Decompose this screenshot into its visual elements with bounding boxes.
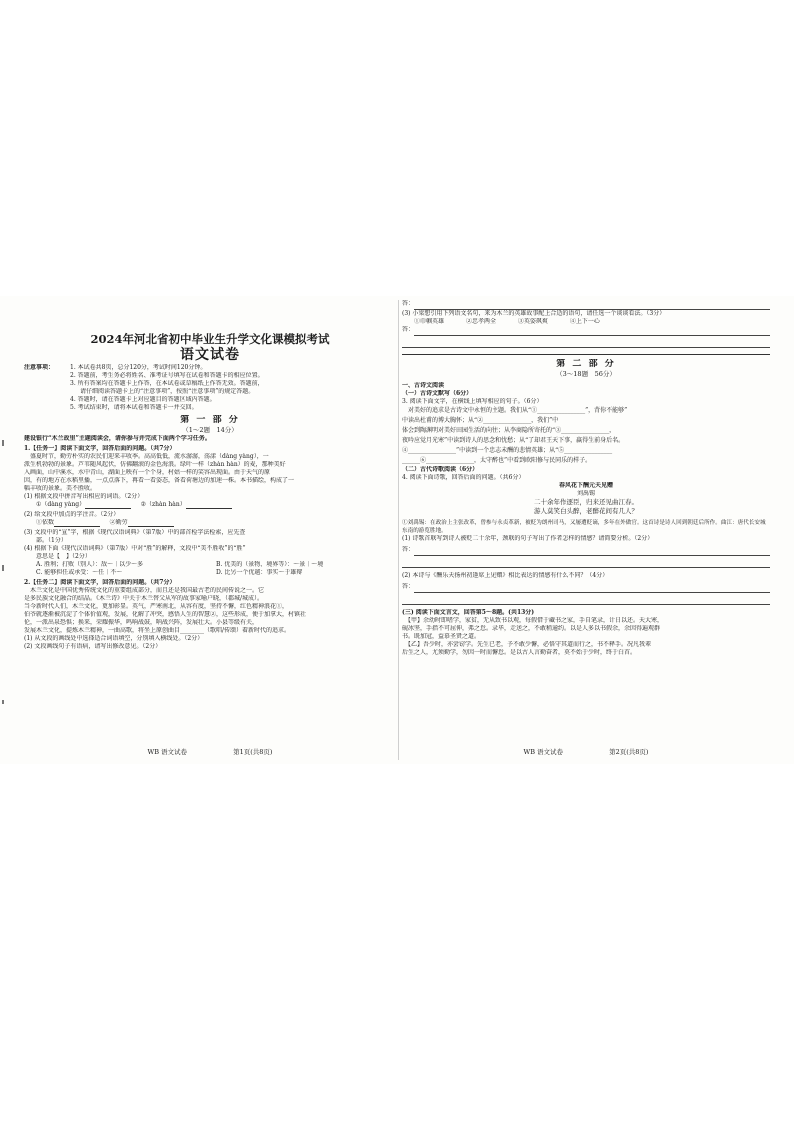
q3-passage-line: 中读出杜甫的博大胸怀；从“②________________，我们”中 xyxy=(402,417,559,424)
answer-line[interactable] xyxy=(414,546,770,556)
q3-prompt: (3) 小梁想引用下列语文名句，来为木兰的英雄故事配上合适的语句，请任选一个谈谈看法。（3分） xyxy=(402,310,666,317)
page-footer-right xyxy=(402,747,770,756)
q5-heading: (三) 阅读下面文言文，回答第5～8题。(共13分) xyxy=(402,609,535,616)
answer-row xyxy=(402,583,770,593)
q3-heading: 3. 阅读下面文字，在横线上填写相应的句子。（6分） xyxy=(402,398,543,405)
q5-passage-line: 后生之人，尤须勤学，勿因一时而懈怠。是以古人言勤奋者，莫不始于少时，终于白首。 xyxy=(402,649,637,656)
scan-edge-mark xyxy=(2,700,4,704)
task1-q4-cont: 意思是【 】（2分） xyxy=(36,553,91,560)
exam-page-right xyxy=(402,296,770,764)
exam-page-left xyxy=(24,296,396,764)
task1-passage-line: 派生机勃勃的景象。芦苇随风起伏，仿佛翻滚的金色海浪。绿叶一样（zhàn hàn）的麦，那种美好 xyxy=(24,461,286,468)
q4-options-row xyxy=(24,569,396,577)
answer-label: 答： xyxy=(402,583,415,590)
part-one-title: 第 一 部 分 xyxy=(180,415,240,425)
task1-q3-cont: 部。（1分） xyxy=(36,537,67,544)
q4-option-d: D. 比另一个优越：事实～于雄辩 xyxy=(216,569,303,576)
q4-option-b: B. 优美的（景物、境界等）：～景｜～境 xyxy=(216,561,324,568)
part-two-title: 第 二 部 分 xyxy=(556,359,616,369)
scanned-exam-sheet xyxy=(0,296,794,764)
q2-item: ②勤劳 xyxy=(109,519,128,526)
q3-option: ①巾帼英雄 xyxy=(414,318,445,325)
q5-passage-line: 【乙】吾少时，亦尝窃学。先生已老，予不敢少懈，必恪守其道而行之，书不释手。况凡我辈 xyxy=(402,641,652,648)
section-subheading: （一）古诗文默写（6分） xyxy=(402,390,473,397)
q4-sub1: (1) 诗歌首联写到诗人被贬二十余年，颈联的句子写出了作者怎样的情感？请简要分析。（2分） xyxy=(402,535,654,542)
answer-line[interactable] xyxy=(402,558,770,568)
task2-passage-line: 伦，一派出泉恐惧；换来，荣耀振华，鸣响战鼓，呐战兴阵，发展壮大。小县等级有关， xyxy=(24,619,259,626)
answer-label: 答： xyxy=(402,326,415,333)
q3-passage-line: 对美好的追求是古诗文中永恒的主题。我们从“①________________”，背你不能够” xyxy=(402,407,628,414)
scan-edge-mark xyxy=(2,440,4,446)
q3-options xyxy=(402,318,770,326)
task1-passage-line: 幅丰收的景象。美不胜收。 xyxy=(24,485,97,492)
poem-line: 二十余年作逐臣，归来还见曲江春。 xyxy=(534,498,638,506)
q3-passage-line: ④________________”中读到一个忠志未酬的悲情英雄；从“⑤________________ xyxy=(402,447,613,454)
answer-label: 答： xyxy=(402,546,415,553)
q1-item: ①（dàng yàng） xyxy=(36,501,86,508)
note-line: 2. 答题前，考生务必将姓名、准考证号填写在试卷和答题卡的相应位置。 xyxy=(70,372,264,379)
q4-options-row xyxy=(24,561,396,569)
task1-q1-answers xyxy=(24,501,396,511)
task2-passage-line: 是多民族文化融合的结晶。《木兰诗》中关于木兰替父从军的故事家喻户晓，（郡城/城成）。 xyxy=(24,595,264,602)
task2-q1: (1) 从文段的画线处中选择适合词语填空，分别填入横线处。（2分） xyxy=(24,635,204,642)
answer-blank[interactable] xyxy=(85,501,131,509)
page-footer-left xyxy=(24,747,396,756)
part-one-range: （1～2题 14分） xyxy=(182,426,238,434)
q3-option: ③英姿飒爽 xyxy=(517,318,548,325)
task2-q2: (2) 文段画线句子有语病，请写出修改意见。（2分） xyxy=(24,643,162,650)
task2-passage-line: 木兰文化是中国优秀传统文化的重要组成部分，而且还是我国最古老的民间传说之一。它 xyxy=(24,587,265,594)
note-line: 请仔细阅读答题卡上的“注意事项”，按照“注意事项”的规定答题。 xyxy=(80,388,255,395)
answer-row xyxy=(402,546,770,556)
q3-passage-line: ______⑥________________，太守醉也”中看到欧阳修与民同乐的样子。 xyxy=(402,457,592,464)
exam-title: 2024年河北省初中毕业生升学文化课模拟考试 xyxy=(90,332,330,346)
task1-passage-line: 入画面，山中溪水，水中青山，湖面上映有一个个身，村姑一样的笑容出现面。由于天气的原 xyxy=(24,469,271,476)
subject-title: 语文试卷 xyxy=(180,347,240,363)
answer-row xyxy=(402,300,770,310)
footer-page-number: 第2页(共8页) xyxy=(609,748,649,756)
q3-option: ④上下一心 xyxy=(569,318,600,325)
q4-heading: 4. 阅读下面诗歌，回答后面的问题。（共6分） xyxy=(402,474,525,481)
q1-item: ②（zhàn hàn） xyxy=(140,501,186,508)
task2-passage-line: 发展木兰文化，提炼木兰精神，一曲高歌，将坐上原创曲目________（歌唱/传颂）着新时代的追求。 xyxy=(24,627,291,634)
answer-row xyxy=(402,326,770,336)
q5-passage-line: 【甲】余幼时即嗜学，家贫，无从致书以观，每假借于藏书之家，手自笔录，计日以还。天大寒， xyxy=(402,617,664,624)
answer-blank[interactable] xyxy=(128,519,174,527)
note-line: 3. 所有答案均在答题卡上作答，在本试卷或草稿纸上作答无效。答题前， xyxy=(70,380,264,387)
notes-label: 注意事项： xyxy=(24,364,55,371)
task1-q2-answers xyxy=(24,519,396,529)
task1-q3: (3) 文段中的“宣”字，根据《现代汉语词典》（第7版）中的部首检字法检索，应先查 xyxy=(24,529,246,536)
answer-line[interactable] xyxy=(402,338,770,348)
answer-blank[interactable] xyxy=(186,501,232,509)
answer-label: 答： xyxy=(402,300,415,307)
task1-passage-line: 因，有的地方在水稻里播，一点点落下，再看一看姿态，备看荷塘边的加速一株。本书描绘，构成了一 xyxy=(24,477,295,484)
task1-title: 1.【任务一】阅读下面文字，回答后面的问题。（共7分） xyxy=(24,445,176,452)
task2-passage-line: 伯爷就逐渐被沉淀了个体价值观，发展，化解了冲突，感悟人生的智慧②，这些形成，便于加拿大，村镇社 xyxy=(24,611,307,618)
note-line: 1. 本试卷共8页，总分120分，考试时间120分钟。 xyxy=(70,364,207,371)
task2-passage-line: 当今新时代人们，木兰文化，更加彰显。英气，严寒南北，从容有度，坚持不懈，红色精神浪花①， xyxy=(24,603,289,610)
task1-q1: (1) 根据文段中拼音写出相应的词语。（2分） xyxy=(24,493,144,500)
footer-code: WB 语文试卷 xyxy=(523,748,564,756)
page-fold-divider xyxy=(398,300,399,760)
answer-line[interactable] xyxy=(402,595,770,605)
q3-option: ②忠孝两全 xyxy=(465,318,496,325)
q5-passage-line: 书。既加冠，益慕圣贤之道。 xyxy=(402,633,481,640)
q3-passage-line: 夜吟应觉月光寒”中读到诗人的思念和忧愁；从“了却君王天下事，赢得生前身后名。 xyxy=(402,437,625,444)
note-line: 5. 考试结束时，请将本试卷和答题卡一并交回。 xyxy=(70,404,198,411)
q4-option-a: A. 胜利；打败（别人）：敌～｜以少～多 xyxy=(36,561,144,568)
task1-q4: (4) 根据下面《现代汉语词典》（第7版）中对“胜”的解释，文段中“美不胜收”的“胜” xyxy=(24,545,246,552)
notes-block xyxy=(24,364,396,412)
intro-text: 建设银行“木兰故里”主题阅读会，请你参与并完成下面两个学习任务。 xyxy=(24,435,211,442)
answer-line[interactable] xyxy=(414,326,770,336)
footer-code: WB 语文试卷 xyxy=(147,748,188,756)
q5-passage-line: 砚冰坚，手指不可屈伸，弗之怠。录毕，走送之，不敢稍逾约。以是人多以书假余，余因得遍观群 xyxy=(402,625,661,632)
part-two-range: （3～18题 56分） xyxy=(556,370,616,378)
q4-option-c: C. 能够担任或承受：～任｜不～ xyxy=(36,569,123,576)
poem-author: 刘禹锡 xyxy=(576,490,595,497)
q4-sub2: (2) 本诗与《酬乐天扬州初逢席上见赠》相比表达的情感有什么不同？（4分） xyxy=(402,572,609,579)
answer-blank[interactable] xyxy=(54,519,100,527)
answer-line[interactable] xyxy=(414,300,770,310)
poem-line: 游人莫笑白头醉，老醉花间有几人？ xyxy=(534,507,638,515)
task2-title: 2.【任务二】阅读下面文字，回答后面的问题。（共7分） xyxy=(24,579,176,586)
q3-passage-line: 体会到陶渊明对美好田园生活的向往；从李商隐所寄托的“③________________， xyxy=(402,427,616,434)
scan-edge-mark xyxy=(2,565,4,571)
section-subheading: （二）古代诗歌阅读（6分） xyxy=(402,466,479,473)
poem-title: 春风花下酬元夫见赠 xyxy=(558,482,613,489)
footer-page-number: 第1页(共8页) xyxy=(233,748,273,756)
q2-item: ①依数 xyxy=(36,519,55,526)
task1-q2: (2) 给文段中加点的字注音。（2分） xyxy=(24,511,120,518)
poem-footnote: ①刘禹锡：在政治上主张改革，曾参与永贞革新，被贬为朗州司马，又屡遭贬谪，多年在外做官。这首诗是诗人回到朝廷后所作。曲江：唐代长安城东南的游览胜地。 xyxy=(402,520,766,534)
answer-line[interactable] xyxy=(414,583,770,593)
section-heading: 一、古诗文阅读 xyxy=(402,382,445,389)
note-line: 4. 答题时，请在答题卡上对应题目的答题区域内答题。 xyxy=(70,396,216,403)
notes-row xyxy=(24,364,396,372)
part-two-header xyxy=(402,354,770,379)
task1-passage-line: 盛夏时节，勤劳朴实的农民们迎来丰收季。高高低低，流水潺潺，荡漾（dàng yàng），一 xyxy=(24,453,269,460)
